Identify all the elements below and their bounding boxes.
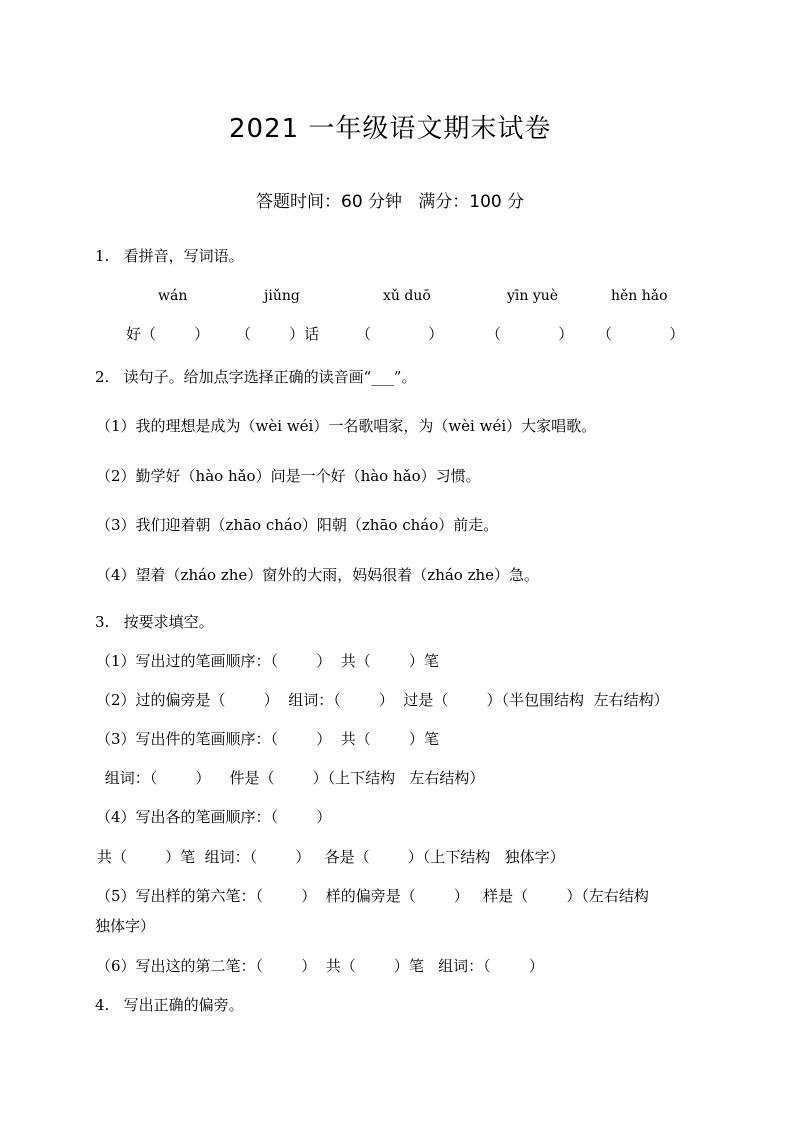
question-4-heading: 4. 写出正确的偏旁。 bbox=[95, 996, 244, 1014]
page-title: 2021 一年级语文期末试卷 bbox=[229, 114, 552, 144]
question-2-item-4: （4）望着（zháo zhe）窗外的大雨，妈妈很着（zháo zhe）急。 bbox=[96, 566, 540, 584]
question-3-line-1: （1）写出过的笔画顺序：（ ） 共（ ）笔 bbox=[96, 652, 439, 670]
question-3-line-9: （6）写出这的第二笔：（ ） 共（ ）笔 组词：（ ） bbox=[96, 957, 544, 975]
pinyin-3: xǔ duō bbox=[383, 288, 431, 304]
answer-blank-2: （ ）话 bbox=[236, 325, 320, 343]
pinyin-2: jiǔng bbox=[264, 288, 300, 304]
question-2-item-3: （3）我们迎着朝（zhāo cháo）阳朝（zhāo cháo）前走。 bbox=[96, 516, 499, 534]
answer-blank-4: （ ） bbox=[486, 325, 574, 343]
question-3-line-6: 共（ ）笔 组词：（ ） 各是（ ）（上下结构 独体字） bbox=[97, 848, 565, 866]
question-2-item-2: （2）勤学好（hào hǎo）问是一个好（hào hǎo）习惯。 bbox=[96, 467, 481, 485]
question-3-line-2: （2）过的偏旁是（ ） 组词：（ ） 过是（ ）（半包围结构 左右结构） bbox=[96, 691, 669, 709]
question-2-item-1: （1）我的理想是成为（wèi wéi）一名歌唱家，为（wèi wéi）大家唱歌。 bbox=[96, 417, 597, 435]
question-2-heading: 2. 读句子。给加点字选择正确的读音画“___”。 bbox=[95, 368, 417, 386]
question-3-heading: 3. 按要求填空。 bbox=[95, 613, 214, 631]
pinyin-5: hěn hǎo bbox=[611, 288, 668, 304]
pinyin-4: yīn yuè bbox=[507, 288, 559, 304]
question-3-line-7: （5）写出样的第六笔：（ ） 样的偏旁是（ ） 样是（ ）（左右结构 bbox=[96, 887, 649, 905]
pinyin-1: wán bbox=[158, 288, 188, 304]
question-1-heading: 1. 看拼音，写词语。 bbox=[95, 247, 244, 265]
question-3-line-4: 组词：（ ） 件是（ ）（上下结构 左右结构） bbox=[100, 769, 485, 787]
answer-blank-5: （ ） bbox=[597, 325, 685, 343]
question-3-line-8: 独体字） bbox=[95, 917, 156, 935]
answer-blank-3: （ ） bbox=[356, 325, 444, 343]
question-3-line-3: （3）写出件的笔画顺序：（ ） 共（ ）笔 bbox=[96, 730, 439, 748]
exam-info: 答题时间：60 分钟 满分：100 分 bbox=[256, 192, 525, 212]
answer-blank-1: 好（ ） bbox=[126, 325, 210, 343]
question-3-line-5: （4）写出各的笔画顺序：（ ） bbox=[96, 808, 332, 826]
